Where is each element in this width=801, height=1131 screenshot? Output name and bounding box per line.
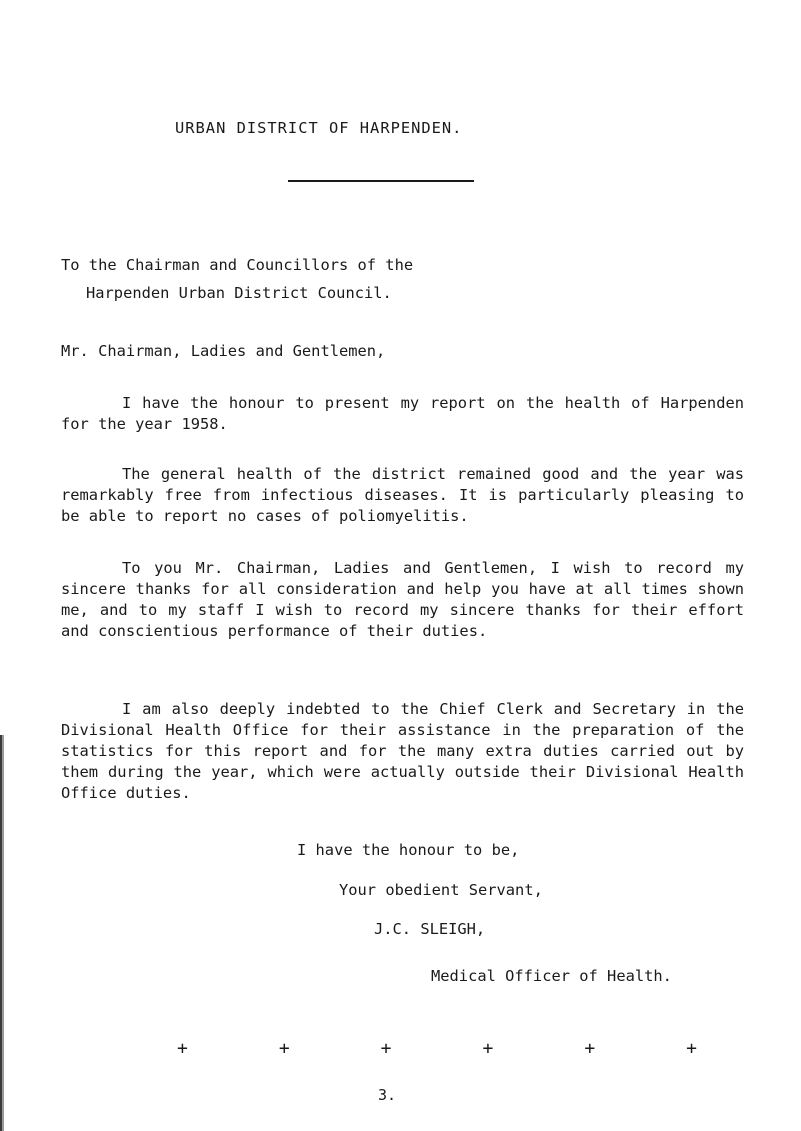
signature-name: J.C. SLEIGH, xyxy=(374,920,486,938)
address-line-1: To the Chairman and Councillors of the xyxy=(61,256,414,274)
separator-plus-3: + xyxy=(380,1038,392,1059)
page-title: URBAN DISTRICT OF HARPENDEN. xyxy=(175,119,463,137)
separator-plus-5: + xyxy=(584,1038,596,1059)
separator-plus-2: + xyxy=(278,1038,290,1059)
scan-edge-shadow xyxy=(0,735,7,1131)
closing-line-1: I have the honour to be, xyxy=(297,841,520,859)
signature-role: Medical Officer of Health. xyxy=(431,967,672,985)
salutation: Mr. Chairman, Ladies and Gentlemen, xyxy=(61,342,386,360)
separator-plus-4: + xyxy=(482,1038,494,1059)
page-number: 3. xyxy=(378,1086,397,1104)
separator-row xyxy=(177,1038,697,1059)
closing-line-2: Your obedient Servant, xyxy=(339,881,543,899)
paragraph-indebted: I am also deeply indebted to the Chief Clerk and Secretary in the Divisional Health Office for their assistance in the preparation of the statistics for this report and for the many extra duties carried out by them during the year, which were actually outside their Divisional Health Office duties. xyxy=(61,700,744,802)
separator-plus-1: + xyxy=(177,1038,188,1059)
address-line-2: Harpenden Urban District Council. xyxy=(86,284,392,302)
paragraph-thanks: To you Mr. Chairman, Ladies and Gentlemen, I wish to record my sincere thanks for all consideration and help you have at all times shown me, and to my staff I wish to record my sincere thanks for their effort and conscientious performance of their duties. xyxy=(61,559,744,640)
paragraph-report: I have the honour to present my report on the health of Harpenden for the year 1958. xyxy=(61,394,744,433)
title-underline xyxy=(288,180,474,182)
separator-plus-6: + xyxy=(686,1038,697,1059)
paragraph-health: The general health of the district remained good and the year was remarkably free from infectious diseases. It is particularly pleasing to be able to report no cases of poliomyelitis. xyxy=(61,465,744,525)
